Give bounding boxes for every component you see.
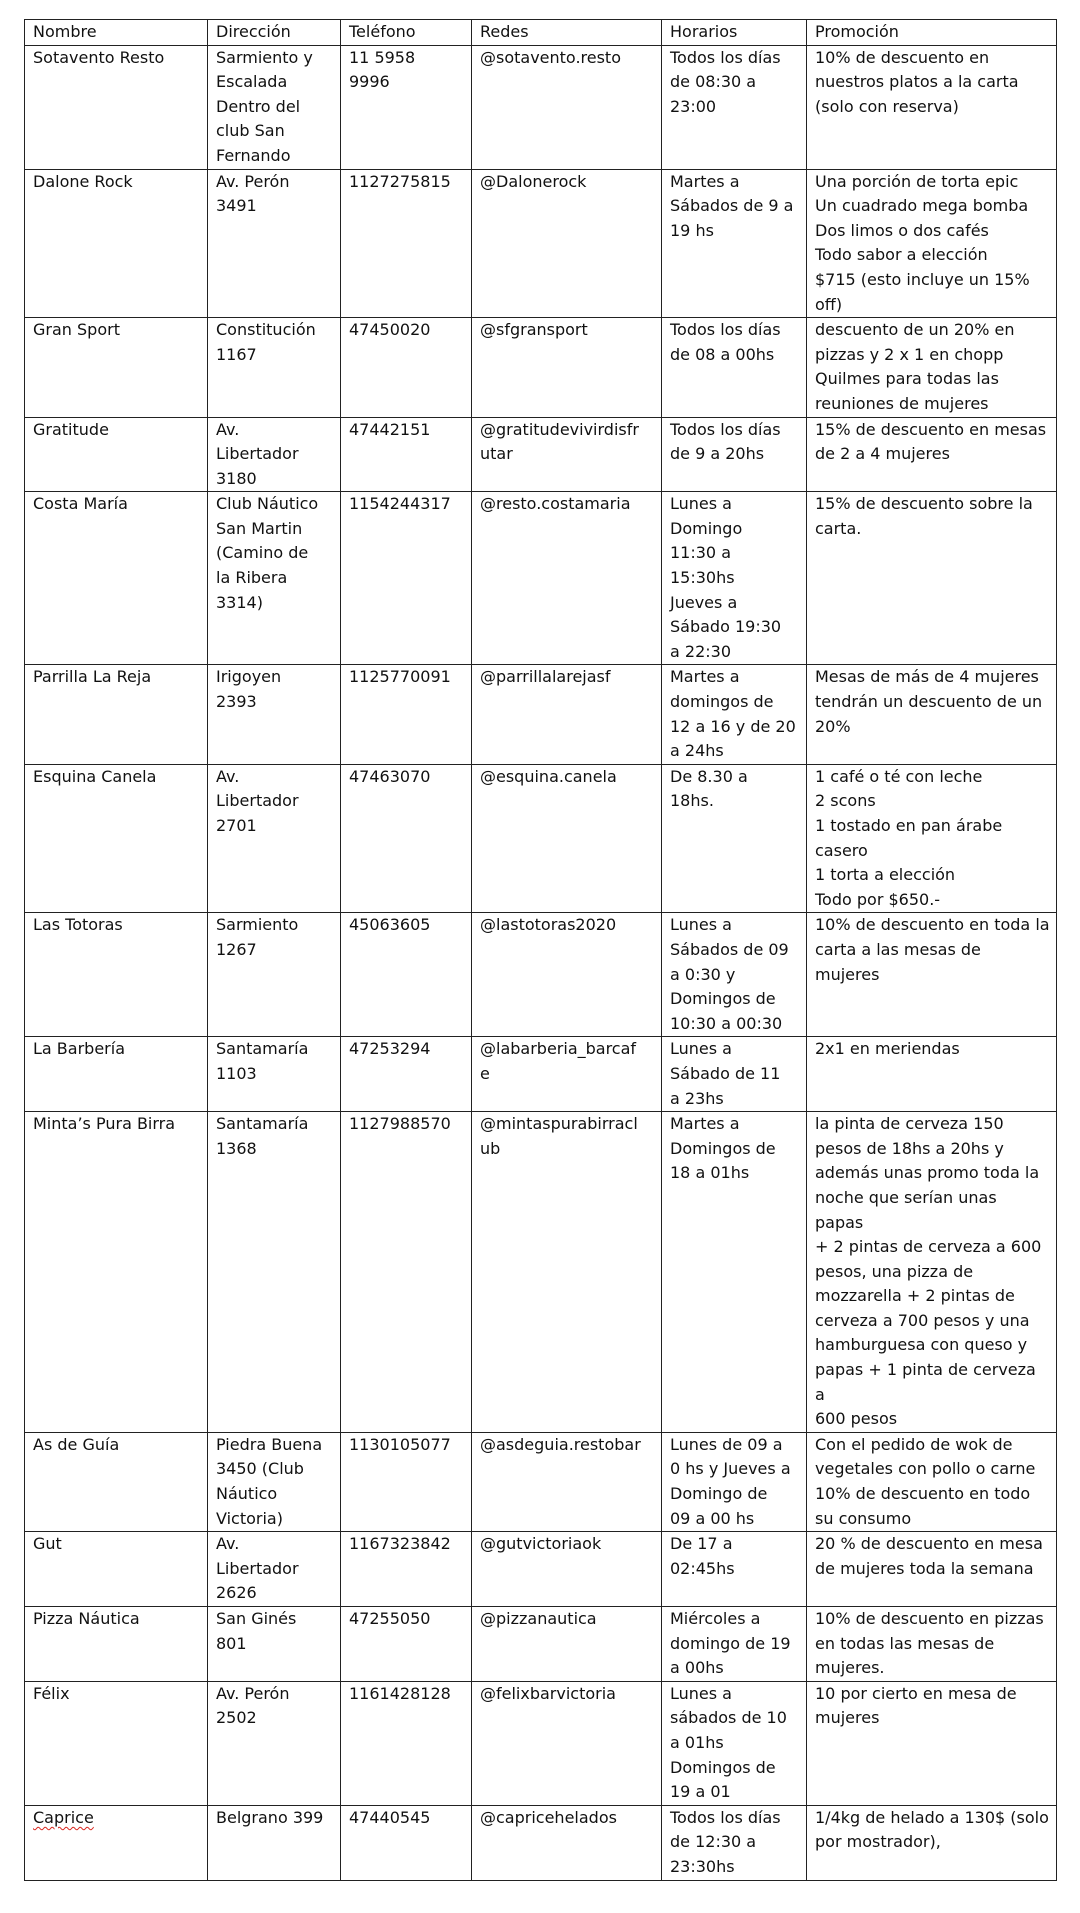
cell-promocion: Una porción de torta epic Un cuadrado mega bomba Dos limos o dos cafés Todo sabor a elección $715 (esto incluye un 15% off): [807, 169, 1057, 318]
cell-horarios: De 17 a 02:45hs: [662, 1532, 807, 1607]
cell-horarios: Martes a domingos de 12 a 16 y de 20 a 24hs: [662, 665, 807, 764]
table-row: [25, 1432, 1057, 1531]
table-row: [25, 417, 1057, 492]
cell-nombre: Esquina Canela: [25, 764, 208, 913]
cell-telefono: 11 5958 9996: [341, 45, 472, 169]
cell-promocion: 10% de descuento en pizzas en todas las mesas de mujeres.: [807, 1607, 1057, 1682]
cell-direccion: Belgrano 399: [208, 1805, 341, 1880]
table-row: [25, 1112, 1057, 1433]
header-horarios: Horarios: [662, 20, 807, 46]
cell-redes: @pizzanautica: [472, 1607, 662, 1682]
cell-direccion: San Ginés 801: [208, 1607, 341, 1682]
table-row: [25, 913, 1057, 1037]
cell-promocion: 10% de descuento en nuestros platos a la carta (solo con reserva): [807, 45, 1057, 169]
misspelled-word: Caprice: [33, 1807, 94, 1827]
table-row: [25, 318, 1057, 417]
cell-promocion: 1 café o té con leche 2 scons 1 tostado en pan árabe casero 1 torta a elección Todo por $650.-: [807, 764, 1057, 913]
cell-direccion: Av. Libertador 3180: [208, 417, 341, 492]
cell-nombre: Gratitude: [25, 417, 208, 492]
cell-horarios: Lunes a Domingo 11:30 a 15:30hs Jueves a Sábado 19:30 a 22:30: [662, 492, 807, 665]
cell-redes: @gutvictoriaok: [472, 1532, 662, 1607]
table-row: [25, 1805, 1057, 1880]
cell-direccion: Piedra Buena 3450 (Club Náutico Victoria): [208, 1432, 341, 1531]
cell-promocion: Con el pedido de wok de vegetales con pollo o carne 10% de descuento en todo su consumo: [807, 1432, 1057, 1531]
cell-redes: @lastotoras2020: [472, 913, 662, 1037]
cell-telefono: 1161428128: [341, 1681, 472, 1805]
cell-nombre: Félix: [25, 1681, 208, 1805]
cell-redes: @mintaspurabirracl ub: [472, 1112, 662, 1433]
cell-direccion: Club Náutico San Martin (Camino de la Ribera 3314): [208, 492, 341, 665]
cell-promocion: 10 por cierto en mesa de mujeres: [807, 1681, 1057, 1805]
table-row: [25, 764, 1057, 913]
cell-nombre: Las Totoras: [25, 913, 208, 1037]
cell-horarios: Lunes a Sábados de 09 a 0:30 y Domingos de 10:30 a 00:30: [662, 913, 807, 1037]
cell-direccion: Av. Perón 2502: [208, 1681, 341, 1805]
cell-redes: @gratitudevivirdisfr utar: [472, 417, 662, 492]
cell-direccion: Av. Libertador 2626: [208, 1532, 341, 1607]
cell-horarios: De 8.30 a 18hs.: [662, 764, 807, 913]
cell-nombre: As de Guía: [25, 1432, 208, 1531]
cell-promocion: descuento de un 20% en pizzas y 2 x 1 en chopp Quilmes para todas las reuniones de mujeres: [807, 318, 1057, 417]
cell-nombre: Gran Sport: [25, 318, 208, 417]
cell-redes: @capricehelados: [472, 1805, 662, 1880]
header-direccion: Dirección: [208, 20, 341, 46]
cell-nombre: Costa María: [25, 492, 208, 665]
cell-horarios: Martes a Sábados de 9 a 19 hs: [662, 169, 807, 318]
cell-nombre: Dalone Rock: [25, 169, 208, 318]
cell-redes: @resto.costamaria: [472, 492, 662, 665]
table-row: [25, 665, 1057, 764]
document-page: [24, 19, 1056, 1881]
cell-horarios: Miércoles a domingo de 19 a 00hs: [662, 1607, 807, 1682]
cell-redes: @felixbarvictoria: [472, 1681, 662, 1805]
cell-horarios: Lunes de 09 a 0 hs y Jueves a Domingo de 09 a 00 hs: [662, 1432, 807, 1531]
cell-telefono: 47440545: [341, 1805, 472, 1880]
table-row: [25, 45, 1057, 169]
table-row: [25, 1681, 1057, 1805]
cell-telefono: 45063605: [341, 913, 472, 1037]
cell-direccion: Santamaría 1103: [208, 1037, 341, 1112]
cell-promocion: 10% de descuento en toda la carta a las mesas de mujeres: [807, 913, 1057, 1037]
table-row: [25, 169, 1057, 318]
cell-direccion: Santamaría 1368: [208, 1112, 341, 1433]
cell-direccion: Sarmiento y Escalada Dentro del club San Fernando: [208, 45, 341, 169]
promotions-table: [24, 19, 1057, 1881]
table-row: [25, 1607, 1057, 1682]
cell-telefono: 1127275815: [341, 169, 472, 318]
table-row: [25, 1037, 1057, 1112]
cell-nombre: Minta’s Pura Birra: [25, 1112, 208, 1433]
cell-telefono: 47253294: [341, 1037, 472, 1112]
cell-direccion: Constitución 1167: [208, 318, 341, 417]
cell-direccion: Av. Perón 3491: [208, 169, 341, 318]
cell-telefono: 47450020: [341, 318, 472, 417]
cell-redes: @sfgransport: [472, 318, 662, 417]
table-header-row: [25, 20, 1057, 46]
cell-horarios: Todos los días de 9 a 20hs: [662, 417, 807, 492]
cell-horarios: Lunes a Sábado de 11 a 23hs: [662, 1037, 807, 1112]
table-row: [25, 492, 1057, 665]
cell-nombre: Sotavento Resto: [25, 45, 208, 169]
cell-direccion: Sarmiento 1267: [208, 913, 341, 1037]
header-nombre: Nombre: [25, 20, 208, 46]
cell-telefono: 1130105077: [341, 1432, 472, 1531]
cell-promocion: 1/4kg de helado a 130$ (solo por mostrador),: [807, 1805, 1057, 1880]
cell-nombre: [25, 1805, 208, 1880]
header-promocion: Promoción: [807, 20, 1057, 46]
cell-redes: @asdeguia.restobar: [472, 1432, 662, 1531]
cell-horarios: Todos los días de 12:30 a 23:30hs: [662, 1805, 807, 1880]
cell-nombre: La Barbería: [25, 1037, 208, 1112]
cell-promocion: la pinta de cerveza 150 pesos de 18hs a 20hs y además unas promo toda la noche que serían unas papas + 2 pintas de cerveza a 600 pesos, una pizza de mozzarella + 2 pintas de cerveza a 700 pesos y una hamburguesa con queso y papas + 1 pinta de cerveza a 600 pesos: [807, 1112, 1057, 1433]
cell-nombre: Pizza Náutica: [25, 1607, 208, 1682]
cell-telefono: 1154244317: [341, 492, 472, 665]
cell-promocion: Mesas de más de 4 mujeres tendrán un descuento de un 20%: [807, 665, 1057, 764]
cell-promocion: 2x1 en meriendas: [807, 1037, 1057, 1112]
header-telefono: Teléfono: [341, 20, 472, 46]
cell-telefono: 47255050: [341, 1607, 472, 1682]
cell-promocion: 15% de descuento sobre la carta.: [807, 492, 1057, 665]
cell-redes: @labarberia_barcaf e: [472, 1037, 662, 1112]
cell-redes: @sotavento.resto: [472, 45, 662, 169]
cell-telefono: 1167323842: [341, 1532, 472, 1607]
cell-telefono: 47442151: [341, 417, 472, 492]
cell-redes: @parrillalarejasf: [472, 665, 662, 764]
cell-nombre: Parrilla La Reja: [25, 665, 208, 764]
cell-horarios: Lunes a sábados de 10 a 01hs Domingos de 19 a 01: [662, 1681, 807, 1805]
cell-promocion: 15% de descuento en mesas de 2 a 4 mujeres: [807, 417, 1057, 492]
cell-telefono: 1127988570: [341, 1112, 472, 1433]
cell-direccion: Av. Libertador 2701: [208, 764, 341, 913]
cell-telefono: 1125770091: [341, 665, 472, 764]
cell-horarios: Todos los días de 08:30 a 23:00: [662, 45, 807, 169]
table-row: [25, 1532, 1057, 1607]
cell-promocion: 20 % de descuento en mesa de mujeres toda la semana: [807, 1532, 1057, 1607]
cell-redes: @Dalonerock: [472, 169, 662, 318]
cell-telefono: 47463070: [341, 764, 472, 913]
cell-direccion: Irigoyen 2393: [208, 665, 341, 764]
cell-horarios: Todos los días de 08 a 00hs: [662, 318, 807, 417]
cell-nombre: Gut: [25, 1532, 208, 1607]
cell-horarios: Martes a Domingos de 18 a 01hs: [662, 1112, 807, 1433]
cell-redes: @esquina.canela: [472, 764, 662, 913]
header-redes: Redes: [472, 20, 662, 46]
